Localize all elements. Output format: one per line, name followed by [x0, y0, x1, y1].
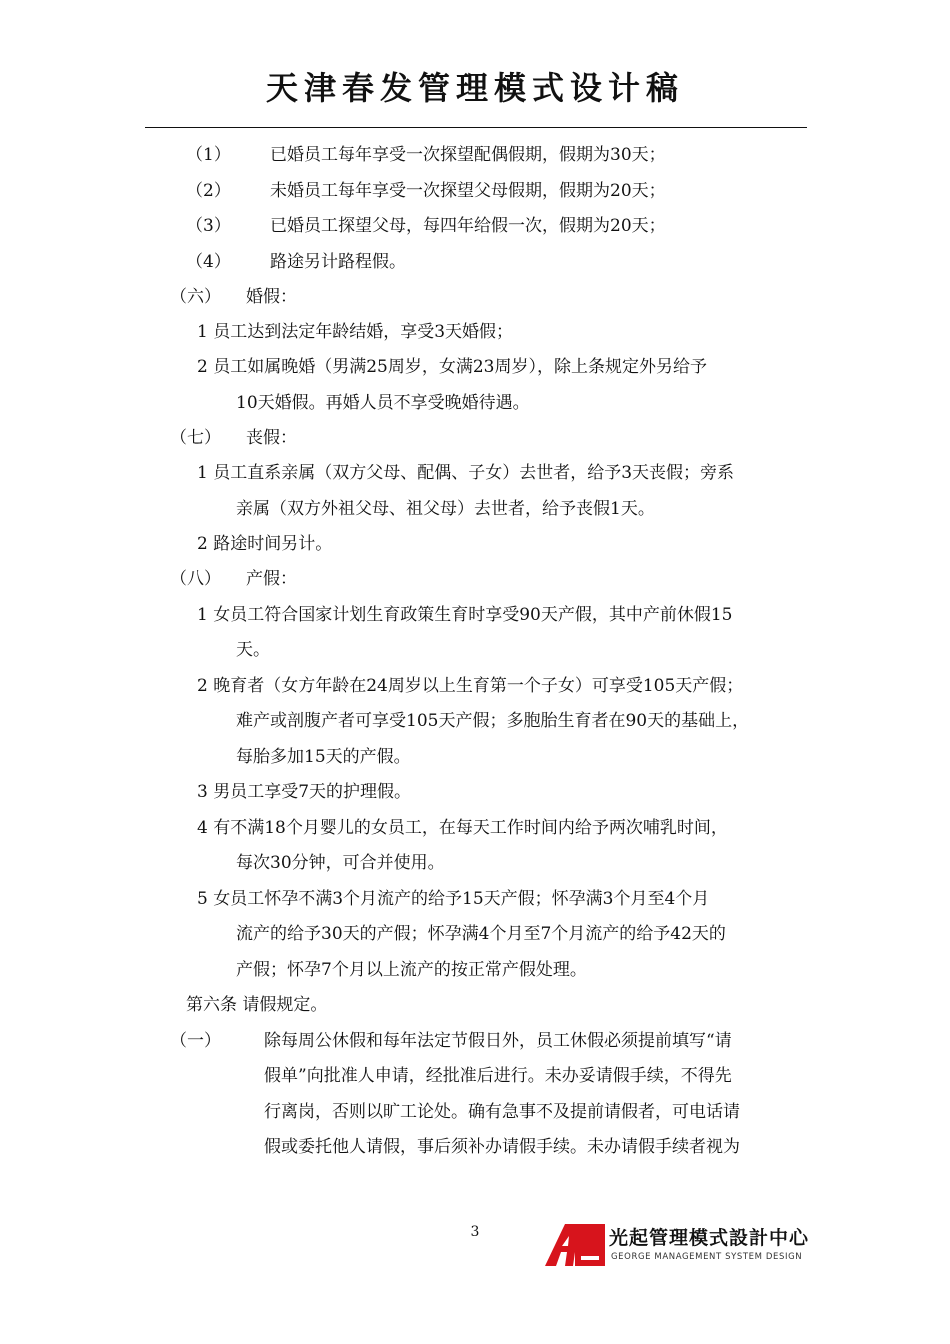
- item-text: 未婚员工每年享受一次探望父母假期，假期为20天；: [270, 181, 666, 201]
- list-item: 1 员工直系亲属（双方父母、配偶、子女）去世者，给予3天丧假；旁系: [197, 463, 735, 483]
- list-item-continuation: 流产的给予30天的产假；怀孕满4个月至7个月流产的给予42天的: [236, 924, 726, 944]
- section-label: （一）: [170, 1031, 221, 1051]
- item-label: （1）: [186, 145, 231, 165]
- page-number: 3: [470, 1224, 480, 1240]
- list-item: 4 有不满18个月婴儿的女员工，在每天工作时间内给予两次哺乳时间，: [197, 818, 728, 838]
- section-heading: 产假：: [246, 569, 297, 589]
- list-item: 5 女员工怀孕不满3个月流产的给予15天产假；怀孕满3个月至4个月: [197, 889, 710, 909]
- company-logo: [545, 1224, 815, 1268]
- page-title: 天津春发管理模式设计稿: [265, 69, 684, 107]
- list-item: 3 男员工享受7天的护理假。: [197, 782, 412, 802]
- list-item-continuation: 每胎多加15天的产假。: [236, 747, 411, 767]
- list-item: 2 路途时间另计。: [197, 534, 333, 554]
- list-item: 1 员工达到法定年龄结婚，享受3天婚假；: [197, 322, 514, 342]
- item-label: （3）: [186, 216, 231, 236]
- section-label: （七）: [170, 428, 221, 448]
- paragraph-line: 行离岗，否则以旷工论处。确有急事不及提前请假者，可电话请: [264, 1102, 740, 1122]
- item-text: 已婚员工探望父母，每四年给假一次，假期为20天；: [270, 216, 666, 236]
- list-item-continuation: 10天婚假。再婚人员不享受晚婚待遇。: [236, 393, 530, 413]
- title-divider: [145, 127, 807, 128]
- a-letter-logo-icon: [545, 1224, 605, 1266]
- logo-english-name: GEORGE MANAGEMENT SYSTEM DESIGN: [611, 1252, 803, 1262]
- list-item-continuation: 天。: [236, 640, 270, 660]
- list-item-continuation: 亲属（双方外祖父母、祖父母）去世者，给予丧假1天。: [236, 499, 655, 519]
- item-text: 已婚员工每年享受一次探望配偶假期，假期为30天；: [270, 145, 666, 165]
- paragraph-line: 假或委托他人请假，事后须补办请假手续。未办请假手续者视为: [264, 1137, 740, 1157]
- paragraph-line: 假单”向批准人申请，经批准后进行。未办妥请假手续，不得先: [264, 1066, 732, 1086]
- section-label: （八）: [170, 569, 221, 589]
- section-heading: 丧假：: [246, 428, 297, 448]
- section-label: （六）: [170, 287, 221, 307]
- list-item: 2 晚育者（女方年龄在24周岁以上生育第一个子女）可享受105天产假；: [197, 676, 744, 696]
- list-item-continuation: 产假；怀孕7个月以上流产的按正常产假处理。: [236, 960, 587, 980]
- paragraph-line: 除每周公休假和每年法定节假日外，员工休假必须提前填写“请: [264, 1031, 732, 1051]
- list-item: 2 员工如属晚婚（男满25周岁，女满23周岁），除上条规定外另给予: [197, 357, 707, 377]
- list-item: 1 女员工符合国家计划生育政策生育时享受90天产假，其中产前休假15: [197, 605, 733, 625]
- item-label: （2）: [186, 181, 231, 201]
- logo-chinese-name: 光起管理模式設計中心: [609, 1227, 810, 1249]
- section-heading: 婚假：: [246, 287, 297, 307]
- item-label: （4）: [186, 252, 231, 272]
- list-item-continuation: 每次30分钟，可合并使用。: [236, 853, 445, 873]
- item-text: 路途另计路程假。: [270, 252, 406, 272]
- article-heading: 第六条 请假规定。: [186, 995, 328, 1015]
- list-item-continuation: 难产或剖腹产者可享受105天产假；多胞胎生育者在90天的基础上，: [236, 711, 750, 731]
